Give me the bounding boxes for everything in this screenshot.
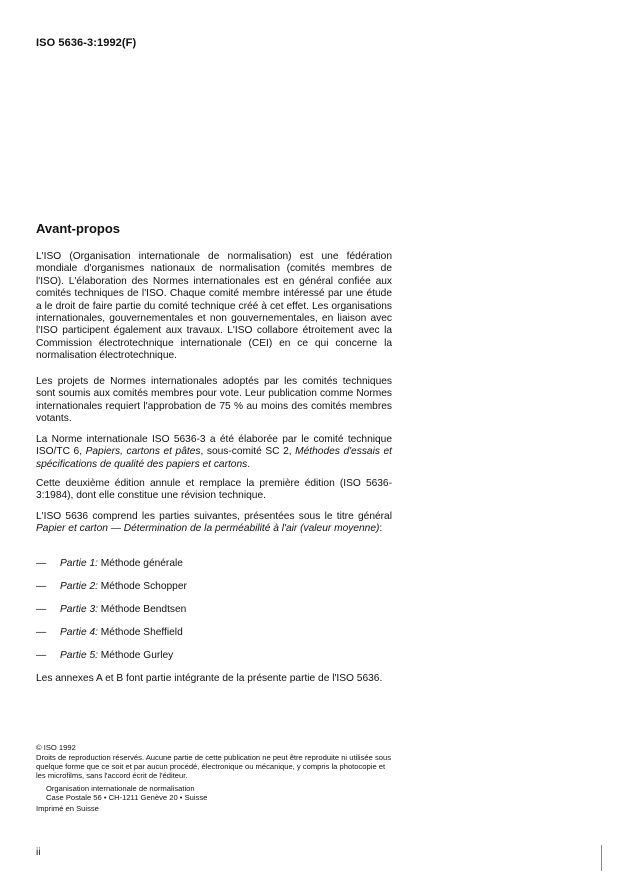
list-dash: — <box>36 558 47 569</box>
part-label: Partie 5: <box>60 650 98 661</box>
part-name: Méthode Gurley <box>100 650 174 661</box>
paragraph-iso-intro: L'ISO (Organisation internationale de normalisation) est une fédération mondiale d'organismes nationaux de normalisation (comités membres de l'ISO). L'élaboration des Normes internationales est en général confiée aux comités techniques de l'ISO. Chaque comité membre intéressé par une étude a le droit de faire partie du comité technique créé à cet effet. Les organisations internationales, gouvernementales et non gouvernementales, en liaison avec l'ISO participent également aux travaux. L'ISO collabore étroitement avec la Commission électrotechnique internationale (CEI) en ce qui concerne la normalisation électrotechnique. <box>36 251 392 362</box>
p3-committee-title: Papiers, cartons et pâtes <box>85 446 201 458</box>
part-label: Partie 1: <box>60 558 98 569</box>
p5-general-title: Papier et carton — Détermination de la perméabilité à l'air (valeur moyenne) <box>36 523 380 535</box>
part-name: Méthode Bendtsen <box>100 604 187 615</box>
organisation-address: Case Postale 56 • CH-1211 Genève 20 • Suisse <box>46 793 208 802</box>
p3-subcommittee-title: Méthodes d'essais et spécifications de qualité des papiers et cartons <box>36 446 392 470</box>
p3-text-c: , sous-comité SC 2, <box>200 446 296 458</box>
part-label: Partie 4: <box>60 627 98 638</box>
part-name: Méthode Schopper <box>100 581 187 592</box>
list-item-part-3 <box>36 604 186 616</box>
paragraph-draft-standards: Les projets de Normes internationales adoptés par les comités techniques sont soumis aux comités membres pour vote. Leur publication comme Normes internationales requiert l'approbation de 75 % au moins des comités membres votants. <box>36 376 392 425</box>
list-item-part-4 <box>36 627 183 639</box>
part-name: Méthode générale <box>100 558 183 569</box>
paragraph-edition: Cette deuxième édition annule et remplace la première édition (ISO 5636-3:1984), dont elle constitue une révision technique. <box>36 478 392 502</box>
list-dash: — <box>36 604 47 615</box>
p5-text-c: : <box>379 523 383 535</box>
scan-edge-line <box>601 845 602 871</box>
p3-text-a: La Norme internationale ISO 5636-3 a été élaborée par le comité technique ISO/TC 6, <box>36 434 392 458</box>
p3-text-e: . <box>247 458 251 470</box>
page-number: ii <box>36 847 41 858</box>
list-dash: — <box>36 627 47 638</box>
document-designation: ISO 5636-3:1992(F) <box>36 37 137 49</box>
list-item-part-2 <box>36 581 187 593</box>
printed-in: Imprimé en Suisse <box>36 804 99 813</box>
paragraph-prepared-by <box>36 434 392 471</box>
copyright-rights: Droits de reproduction réservés. Aucune partie de cette publication ne peut être reproduite ni utilisée sous quelque forme que ce soit et par aucun procédé, électronique ou mécanique, y compris la photocopie et les microfilms, sans l'accord écrit de l'éditeur. <box>36 753 392 781</box>
paragraph-annexes: Les annexes A et B font partie intégrante de la présente partie de l'ISO 5636. <box>36 673 383 684</box>
list-item-part-5 <box>36 650 173 662</box>
section-title: Avant-propos <box>36 221 121 236</box>
p5-text-a: L'ISO 5636 comprend les parties suivantes, présentées sous le titre général <box>36 511 392 522</box>
list-item-part-1 <box>36 558 183 570</box>
part-label: Partie 2: <box>60 581 98 592</box>
list-dash: — <box>36 650 47 661</box>
part-label: Partie 3: <box>60 604 98 615</box>
paragraph-parts-intro <box>36 511 392 536</box>
part-name: Méthode Sheffield <box>100 627 183 638</box>
copyright-line: © ISO 1992 <box>36 743 76 752</box>
organisation-name: Organisation internationale de normalisation <box>46 784 195 793</box>
list-dash: — <box>36 581 47 592</box>
